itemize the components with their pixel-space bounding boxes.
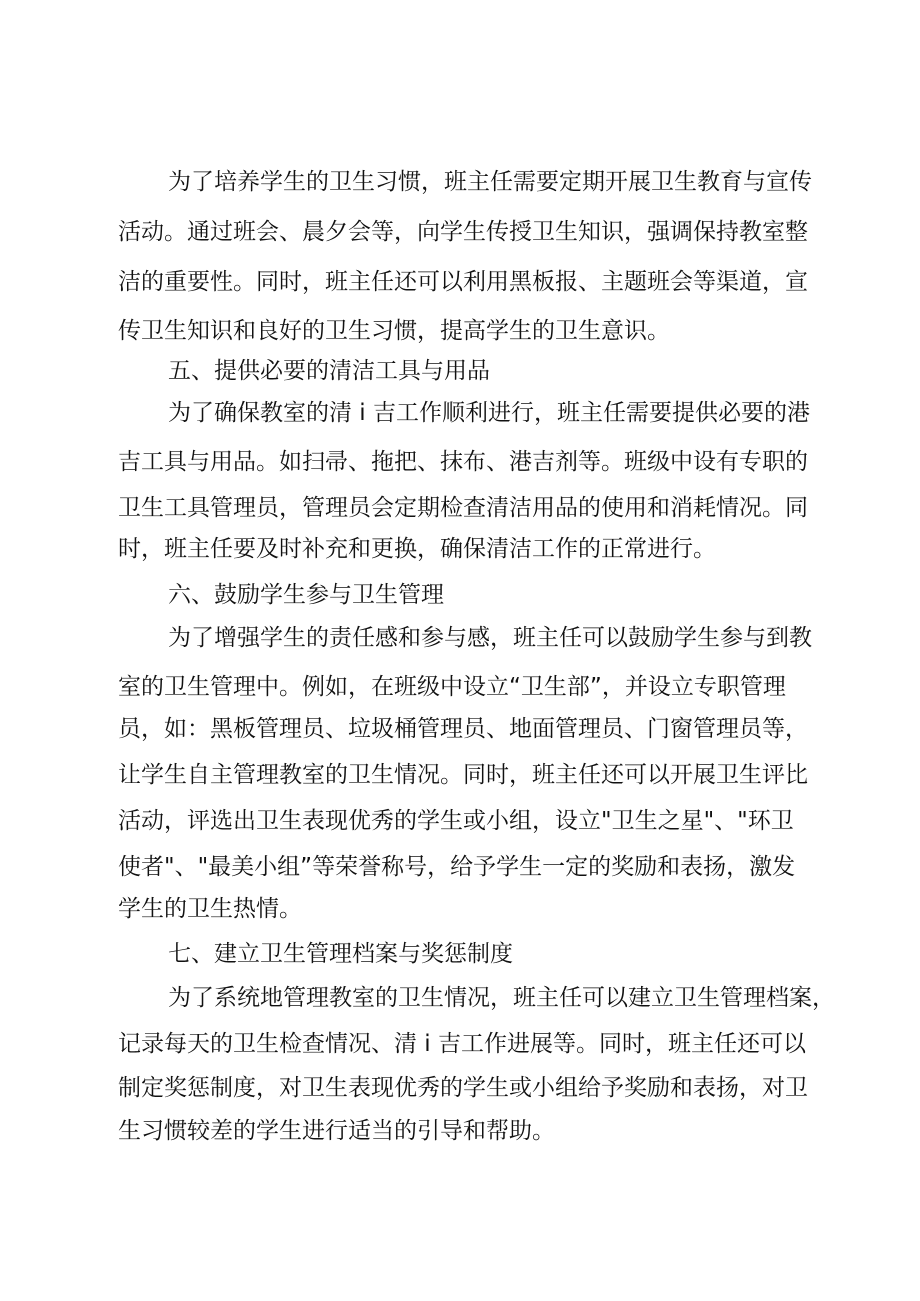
paragraph-line: 活动，评选出卫生表现优秀的学生或小组，设立"卫生之星"、"环卫 (118, 808, 794, 834)
paragraph-line: 生习惯较差的学生进行适当的引导和帮助。 (118, 1118, 555, 1144)
paragraph-line: 使者"、"最美小组”等荣誉称号，给予学生一定的奖励和表扬，激发 (118, 854, 796, 880)
section-heading: 五、提供必要的清洁工具与用品 (168, 358, 490, 384)
paragraph-line: 活动。通过班会、晨夕会等，向学生传授卫生知识，强调保持教室整 (118, 219, 808, 245)
paragraph-line: 吉工具与用品。如扫帚、拖把、抹布、港吉剂等。班级中设有专职的 (118, 449, 808, 475)
paragraph-line: 洁的重要性。同时，班主任还可以利用黑板报、主题班会等渠道，宣 (118, 269, 808, 295)
paragraph-line: 时，班主任要及时补充和更换，确保清洁工作的正常进行。 (118, 536, 716, 562)
section-heading: 六、鼓励学生参与卫生管理 (168, 582, 444, 608)
paragraph-line: 传卫生知识和良好的卫生习惯，提高学生的卫生意识。 (118, 318, 670, 344)
paragraph-line: 员，如：黑板管理员、垃圾桶管理员、地面管理员、门窗管理员等， (118, 716, 808, 742)
paragraph-line: 为了增强学生的责任感和参与感，班主任可以鼓励学生参与到教 (168, 625, 812, 651)
paragraph-line: 为了系统地管理教室的卫生情况，班主任可以建立卫生管理档案， (168, 985, 835, 1011)
paragraph-line: 卫生工具管理员，管理员会定期检查清洁用品的使用和消耗情况。同 (118, 495, 808, 521)
paragraph-line: 为了培养学生的卫生习惯，班主任需要定期开展卫生教育与宣传 (168, 169, 812, 195)
paragraph-line: 为了确保教室的清 i 吉工作顺利进行，班主任需要提供必要的港 (168, 400, 811, 426)
paragraph-line: 学生的卫生热情。 (118, 896, 302, 922)
paragraph-line: 制定奖惩制度，对卫生表现优秀的学生或小组给予奖励和表扬，对卫 (118, 1075, 808, 1101)
paragraph-line: 记录每天的卫生检查情况、清 i 吉工作进展等。同时，班主任还可以 (118, 1031, 807, 1057)
paragraph-line: 让学生自主管理教室的卫生情况。同时，班主任还可以开展卫生评比 (118, 762, 808, 788)
section-heading: 七、建立卫生管理档案与奖惩制度 (168, 941, 513, 967)
paragraph-line: 室的卫生管理中。例如，在班级中设立“卫生部”，并设立专职管理 (118, 674, 786, 700)
